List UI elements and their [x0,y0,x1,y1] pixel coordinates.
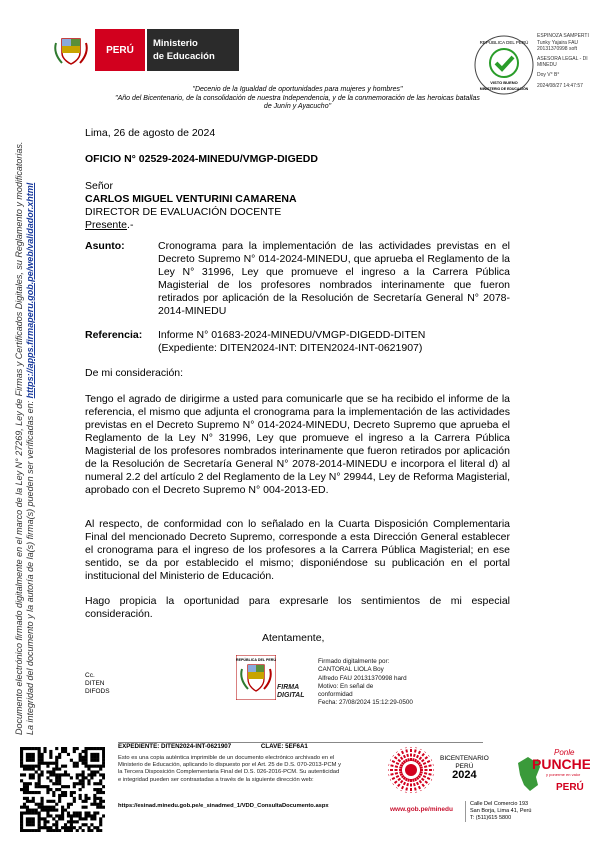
asunto-label: Asunto: [85,240,125,252]
firma-seal-top-text: REPÚBLICA DEL PERÚ [236,658,276,662]
gob-pe-link[interactable]: www.gob.pe/minedu [390,806,453,813]
signer-line: MINEDU [537,62,557,68]
recipient-block [85,180,297,232]
ministry-address [465,801,531,822]
punche-sub: y ponerme en valor [546,772,581,777]
signature-line: Motivo: En señal de [318,682,374,690]
digital-word: DIGITAL [277,692,305,699]
seal-bottom-text: MINISTERIO DE EDUCACIÓN [479,87,529,91]
signature-line: conformidad [318,691,353,699]
address-line: Calle Del Comercio 193 [470,801,529,807]
greeting: De mi consideración: [85,367,184,379]
referencia-line-2: (Expediente: DITEN2024-INT: DITEN2024-INT-0621907) [158,342,423,354]
signer-line: Doy V° B° [537,71,560,78]
address-line: San Borja, Lima 41, Perú [470,808,532,814]
verification-url[interactable]: https://esinad.minedu.gob.pe/e_sinadmed_1/VDD_ConsultaDocumento.aspx [118,803,329,809]
ministry-line-2: de Educación [153,51,215,62]
visto-bueno-signer [537,33,595,90]
expediente-line [118,743,308,750]
digital-signature-notice [14,75,36,735]
closing: Atentamente, [262,632,325,644]
peru-brand-block: PERÚ [95,29,145,71]
expediente-number: EXPEDIENTE: DITEN2024-INT-0621907 [118,743,232,750]
signer-line: 2024/08/27 14:47:57 [537,83,583,89]
address-line: T: (511)615 5800 [470,815,512,821]
signer-line: ASESORA LEGAL - DI [537,55,588,62]
slogans [60,86,535,112]
signature-line: Alfredo FAU 20131370998 hard [318,674,407,682]
recipient-position: DIRECTOR DE EVALUACIÓN DOCENTE [85,206,282,218]
firma-digital-wordmark [277,684,304,700]
bicent-year: 2024 [452,769,477,781]
cc-item: DIFODS [85,688,110,695]
side-notice-line-1: Documento electrónico firmado digitalmente en el marco de la Ley N° 27269, Ley de Firmas y Certificados Digitales, su Reglamento y modificatorias. [14,141,24,735]
cc-list [85,672,110,696]
presente-word: Presente [85,219,128,231]
referencia-text [158,329,510,355]
punche-peru: PERÚ [556,782,584,793]
ministry-line-1: Ministerio [153,38,198,49]
referencia-label: Referencia: [85,329,143,341]
peru-coat-of-arms [50,29,92,71]
salutation: Señor [85,180,114,192]
letter-date: Lima, 26 de agosto de 2024 [85,127,216,139]
signature-line: Firmado digitalmente por: [318,658,390,665]
firma-word: FIRMA [277,684,300,691]
signer-line: Tunky Yajaira FAU [537,39,579,46]
cc-label: Cc. [85,672,95,679]
slogan-bicentenario: "Año del Bicentenario, de la consolidación de nuestra Independencia, y de la conmemoración de las heroicas batallas [115,94,480,102]
referencia-line-1: Informe N° 01683-2024-MINEDU/VMGP-DIGEDD-DITEN [158,329,426,341]
signer-line: ESPINOZA SAMPERTI [537,33,589,39]
ministry-brand-block [147,29,239,71]
side-notice-prefix: La integridad del documento y la autoría de la(s) firma(s) pueden ser verificadas en: [25,398,35,735]
presente [85,219,297,232]
validator-link[interactable]: https://apps.firmaperu.gob.pe/web/validador.xhtml [25,182,35,399]
asunto-text: Cronograma para la implementación de las actividades previstas en el Decreto Supremo N° 014-2024-MINEDU, que aprueba el Reglamento de la Ley N° 31996, Ley que promueve el ingreso a la Carrera Pública Magisterial de los profesores nombrados interinamente que fueron retirados por aplicación de la Resolución de Secretaría General N° 2078-2014-MINEDU [158,240,510,317]
side-notice-line-2 [25,75,36,735]
signature-line: CANTORAL LIOLA Boy [318,666,384,674]
punche-main: PUNCHE [532,756,590,772]
seal-visto-text: VISTO BUENO [490,80,518,85]
slogan-decenio: "Decenio de la Igualdad de oportunidades para mujeres y hombres" [192,86,403,93]
paragraph-1: Tengo el agrado de dirigirme a usted para comunicarle que se ha recibido el informe de la referencia, el mismo que adjunta el cronograma para la implementación de las actividades previstas en el Decreto Supremo N° 014-2024-MINEDU, Decreto Supremo que aprueba el Reglamento de la Ley N° 31996, Ley que promueve el ingreso a la Carrera Pública Magisterial de los profesores nombrados interinamente que fueron retirados por aplicación de la Resolución de Secretaría General N° 2078-2014-MINEDU e incorpora el literal d) al numeral 2.2 del artículo 2 del Reglamento de la Ley N° 29944, Ley de Reforma Magisterial, aprobado con el Decreto Supremo N° 004-2013-ED. [85,393,510,496]
seal-top-text: REPÚBLICA DEL PERÚ [479,40,529,45]
slogan-bicentenario-cont: de Junín y Ayacucho" [263,103,332,110]
cc-item: DITEN [85,680,105,687]
paragraph-2: Al respecto, de conformidad con lo señalado en la Cuarta Disposición Complementaria Final del mencionado Decreto Supremo, corresponde a esta Dirección General establecer el cronograma para el ingreso de los profesores a la Carrera Pública Magisterial; en ese sentido, se da por establecido el mismo; disponiéndose su publicación en el portal institucional del Ministerio de Educación. [85,518,510,582]
punche-top: Ponle [554,748,575,757]
paragraph-3: Hago propicia la oportunidad para expresarle los sentimientos de mi especial consideración. [85,595,510,620]
signature-line: Fecha: 27/08/2024 15:12:29-0500 [318,699,413,707]
bicentenario-logo-icon [386,745,436,795]
oficio-number: OFICIO N° 02529-2024-MINEDU/VMGP-DIGEDD [85,153,318,165]
presente-suffix: .- [127,219,134,231]
qr-code-icon [20,747,105,832]
bicent-line-2: PERÚ [455,763,474,770]
signature-info [318,658,413,708]
recipient-name: CARLOS MIGUEL VENTURINI CAMARENA [85,193,297,205]
bicent-line-1: BICENTENARIO [440,755,489,762]
ponle-punche-peru-logo [510,745,590,800]
clave: CLAVE: 5EF6A1 [260,743,308,750]
signer-line: 20131370998 soft [537,46,578,52]
firma-digital-seal [236,655,276,700]
authenticity-notice: Esto es una copia auténtica imprimible de un documento electrónico archivado en el Ministerio de Educación, aplicando lo dispuesto por el Art. 25 de D.S. 070-2013-PCM y la Tercera Disposición Complementaria Final del D.S. 026-2016-PCM. Su autenticidad e integridad pueden ser contrastadas a través de la siguiente dirección web: [118,755,341,783]
bicentenario-text [440,755,489,779]
